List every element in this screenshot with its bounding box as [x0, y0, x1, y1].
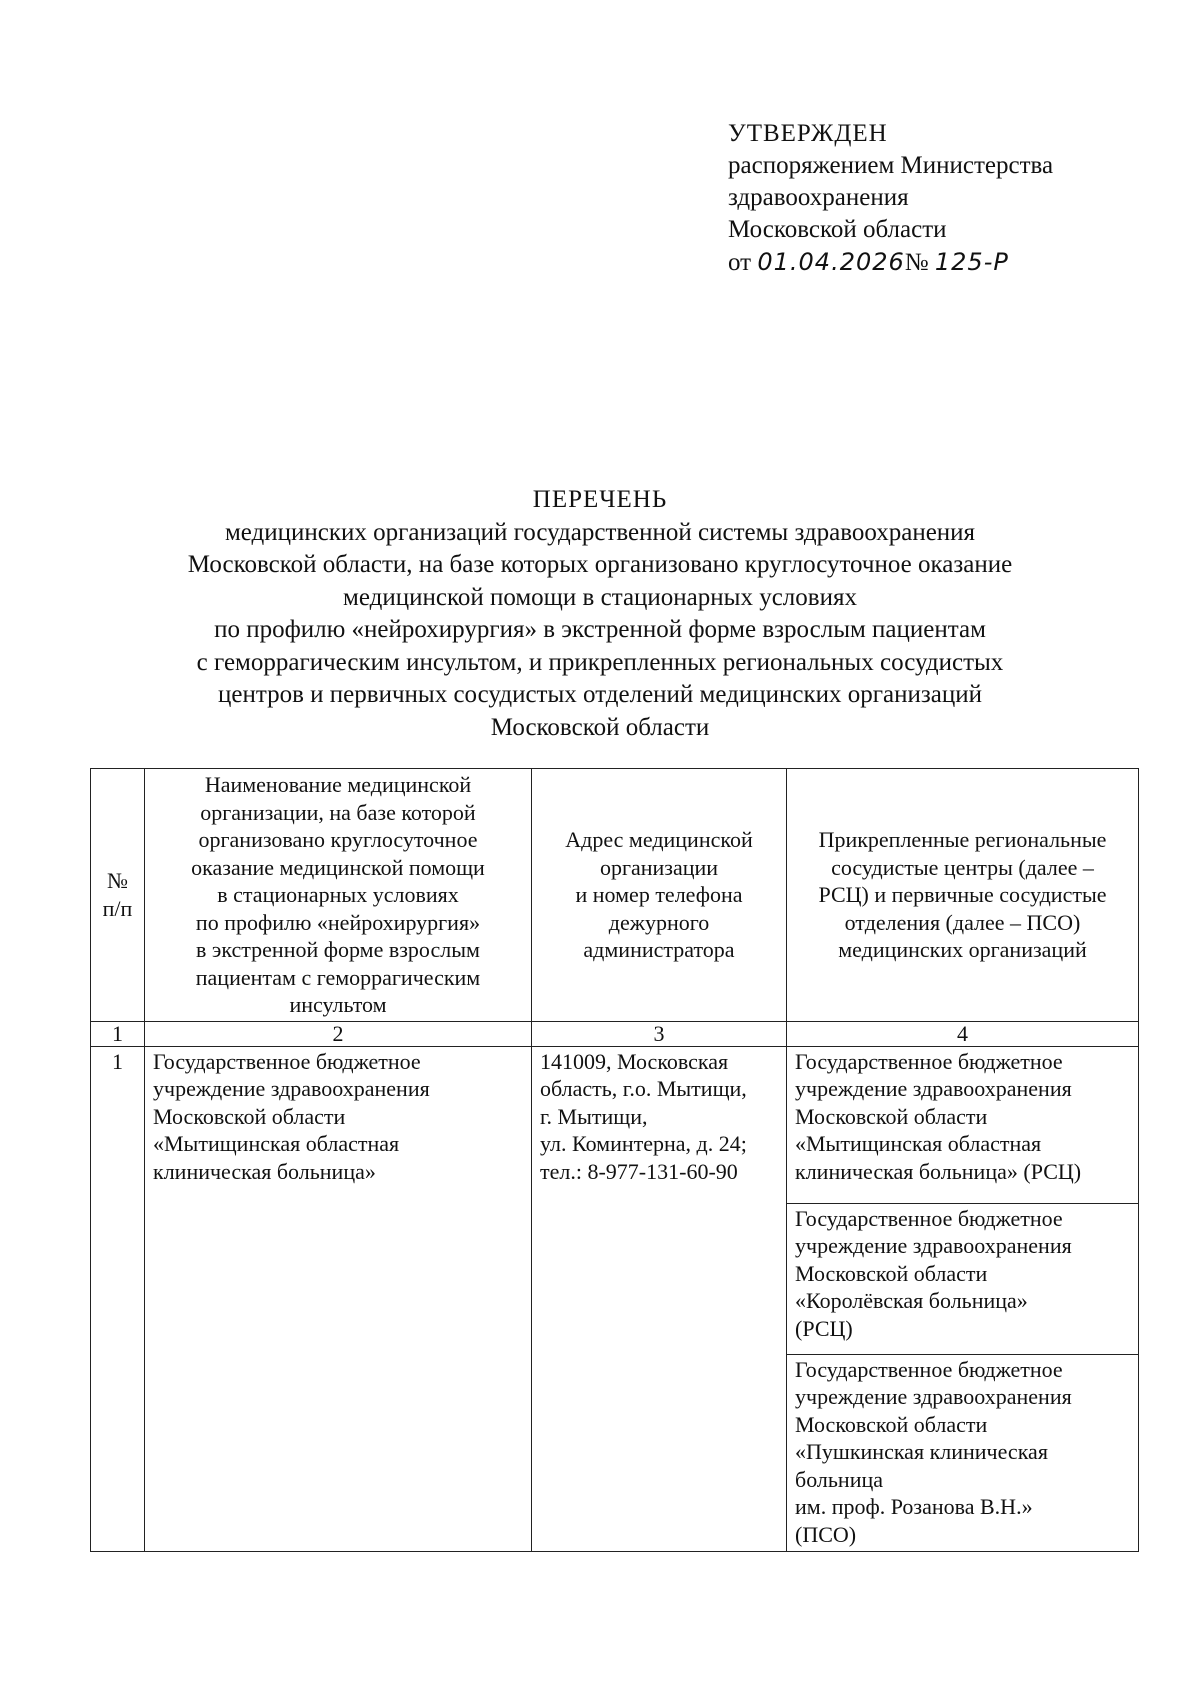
table-header-row — [91, 769, 1139, 1022]
organizations-table — [90, 768, 1139, 1552]
approval-date-line — [728, 246, 1053, 279]
handwritten-date: 01.04.2026 — [757, 248, 905, 276]
handwritten-number: 125-Р — [934, 248, 1009, 276]
header-number: № п/п — [91, 769, 145, 1022]
approval-stamp — [728, 118, 1053, 279]
approval-line: распоряжением Министерства — [728, 152, 1054, 179]
from-prefix: от — [728, 249, 752, 276]
heading-title: ПЕРЕЧЕНЬ — [532, 486, 668, 513]
header-address: Адрес медицинской организации и номер телефона дежурного администратора — [532, 769, 787, 1022]
attached-centers — [787, 1046, 1139, 1552]
column-number: 1 — [91, 1021, 145, 1046]
attached-center: Государственное бюджетное учреждение здравоохранения Московской области «Королёвская больница» (РСЦ) — [787, 1203, 1138, 1354]
organization-name: Государственное бюджетное учреждение здравоохранения Московской области «Мытищинская областная клиническая больница» — [145, 1046, 532, 1552]
number-sign: № — [904, 249, 929, 276]
column-number: 2 — [145, 1021, 532, 1046]
approval-title: УТВЕРЖДЕН — [728, 120, 888, 147]
heading-line: медицинской помощи в стационарных условиях — [343, 583, 857, 611]
heading-line: по профилю «нейрохирургия» в экстренной форме взрослым пациентам — [214, 616, 986, 643]
column-number: 4 — [787, 1021, 1139, 1046]
heading-line: с геморрагическим инсультом, и прикрепленных региональных сосудистых — [196, 648, 1004, 676]
header-attached-centers: Прикрепленные региональные сосудистые центры (далее – РСЦ) и первичные сосудистые отделения (далее – ПСО) медицинских организаций — [787, 769, 1139, 1022]
heading-line: центров и первичных сосудистых отделений медицинских организаций — [218, 681, 982, 708]
column-numbers-row — [91, 1021, 1139, 1046]
heading-line: медицинских организаций государственной системы здравоохранения — [224, 518, 976, 546]
approval-line: здравоохранения — [728, 184, 909, 211]
approval-line: Московской области — [728, 216, 947, 243]
attached-center: Государственное бюджетное учреждение здравоохранения Московской области «Пушкинская клиническая больница им. проф. Розанова В.Н.» (ПСО) — [787, 1354, 1138, 1552]
heading-line: Московской области — [490, 713, 710, 741]
heading-line: Московской области, на базе которых организовано круглосуточное оказание — [187, 551, 1013, 578]
document-heading — [0, 484, 1200, 744]
table-row — [91, 1046, 1139, 1552]
column-number: 3 — [532, 1021, 787, 1046]
organization-address: 141009, Московская область, г.о. Мытищи, г. Мытищи, ул. Коминтерна, д. 24; тел.: 8-977-131-60-90 — [532, 1046, 787, 1552]
attached-center: Государственное бюджетное учреждение здравоохранения Московской области «Мытищинская областная клиническая больница» (РСЦ) — [795, 1048, 1082, 1184]
header-organization: Наименование медицинской организации, на базе которой организовано круглосуточное оказание медицинской помощи в стационарных условиях по профилю «нейрохирургия» в экстренной форме взрослым пациентам с геморрагическим инсультом — [145, 769, 532, 1022]
row-number: 1 — [91, 1046, 145, 1552]
